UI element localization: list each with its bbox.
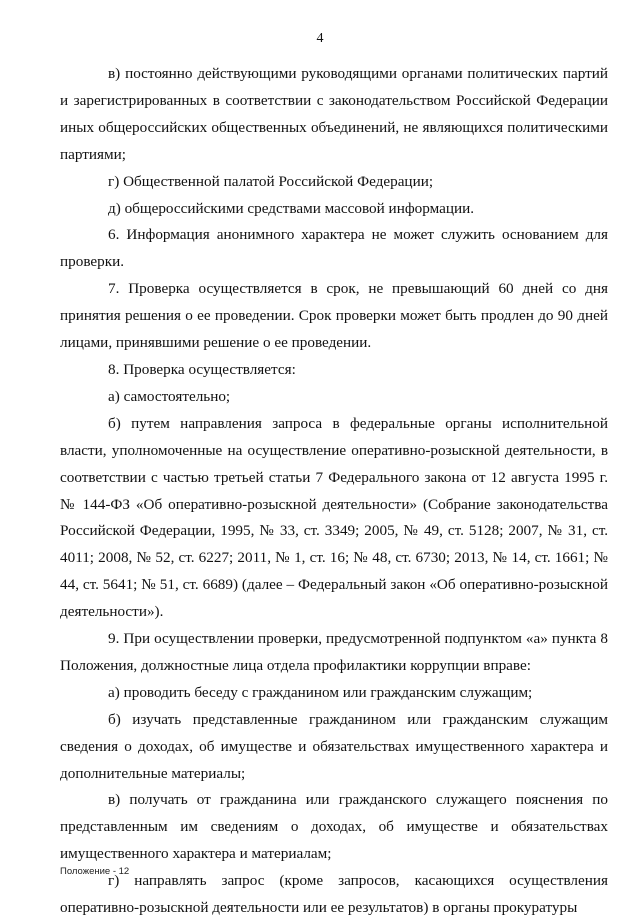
paragraph-item-6: 6. Информация анонимного характера не может служить основанием для проверки. bbox=[60, 226, 608, 271]
paragraph-subitem-d: д) общероссийскими средствами массовой информации. bbox=[108, 199, 475, 217]
paragraph-subitem-v: в) постоянно действующими руководящими органами политических партий и зарегистрированных в соответствии с законодательством Российской Федерации иных общероссийских общественных объединений, не являющихся политическими партиями; bbox=[60, 65, 608, 163]
paragraph-item-9-g: г) направлять запрос (кроме запросов, касающихся осуществления оперативно-розыскной деятельности или ее результатов) в органы прокуратуры bbox=[60, 872, 608, 917]
paragraph-item-9: 9. При осуществлении проверки, предусмотренной подпунктом «а» пункта 8 Положения, должностные лица отдела профилактики коррупции вправе: bbox=[60, 630, 608, 674]
paragraph-item-8: 8. Проверка осуществляется: bbox=[108, 360, 296, 378]
page-number: 4 bbox=[316, 31, 324, 46]
paragraph-item-9-v: в) получать от гражданина или гражданского служащего пояснения по представленным им сведениям о доходах, об имуществе и обязательствах имущественного характера и материалам; bbox=[60, 791, 608, 863]
paragraph-item-9-b: б) изучать представленные гражданином или гражданским служащим сведения о доходах, об имуществе и обязательствах имущественного характера и дополнительные материалы; bbox=[60, 710, 608, 782]
paragraph-item-9-a: а) проводить беседу с гражданином или гражданским служащим; bbox=[108, 683, 533, 701]
paragraph-item-8-b: б) путем направления запроса в федеральные органы исполнительной власти, уполномоченные на осуществление оперативно-розыскной деятельности, в соответствии с частью третьей статьи 7 Федерального закона от 12 августа 1995 г. № 144-ФЗ «Об оперативно-розыскной деятельности» (Собрание законодательства Российской Федерации, 1995, № 33, ст. 3349; 2005, № 49, ст. 5128; 2007, № 31, ст. 4011; 2008, № 52, ст. 6227; 2011, № 1, ст. 16; № 48, ст. 6730; 2013, № 14, ст. 1661; № 44, ст. 5641; № 51, ст. 6689) (далее – Федеральный закон «Об оперативно-розыскной деятельности»). bbox=[60, 414, 608, 621]
document-body bbox=[60, 61, 608, 922]
page-footer: Положение - 12 bbox=[60, 866, 130, 877]
paragraph-item-8-a: а) самостоятельно; bbox=[108, 387, 231, 405]
paragraph-item-7: 7. Проверка осуществляется в срок, не превышающий 60 дней со дня принятия решения о ее проведении. Срок проверки может быть продлен до 90 дней лицами, принявшими решение о ее проведении. bbox=[60, 280, 608, 352]
paragraph-subitem-g: г) Общественной палатой Российской Федерации; bbox=[108, 172, 434, 190]
